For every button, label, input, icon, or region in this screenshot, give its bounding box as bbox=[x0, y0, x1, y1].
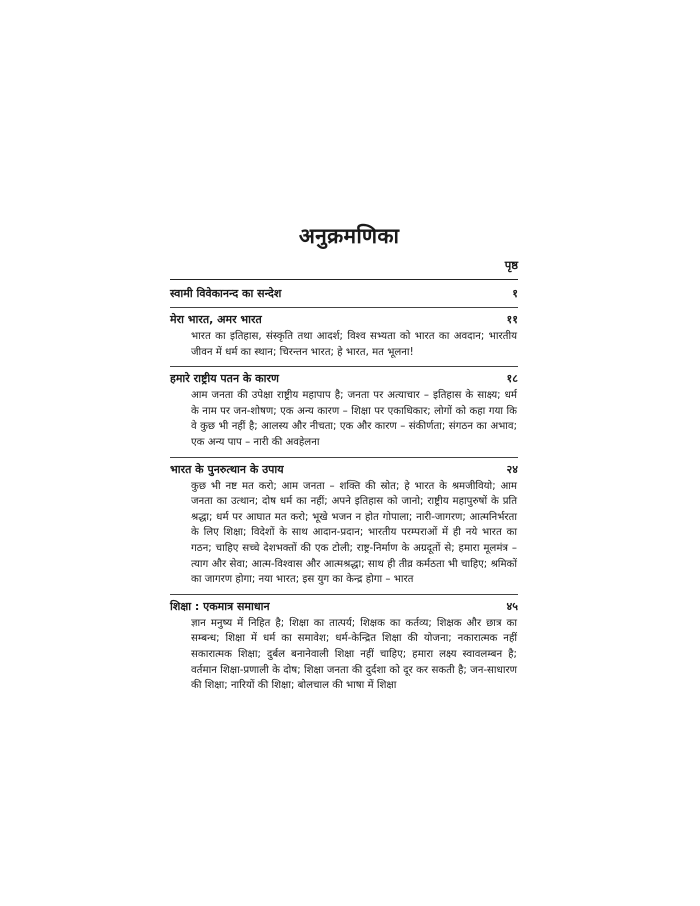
divider bbox=[170, 457, 518, 458]
toc-entry-head bbox=[170, 286, 518, 301]
toc-entry-head bbox=[170, 312, 518, 327]
toc-entry-page: २४ bbox=[506, 462, 518, 476]
toc-entry bbox=[170, 462, 518, 588]
toc-entry-page: ४५ bbox=[506, 599, 518, 613]
top-rule bbox=[170, 279, 518, 280]
toc-entry-description: भारत का इतिहास, संस्कृति तथा आदर्श; विश्व सभ्यता को भारत का अवदान; भारतीय जीवन में धर्म का स्थान; चिरन्तन भारत; हे भारत, मत भूलना! bbox=[191, 331, 517, 358]
toc-entry bbox=[170, 371, 518, 450]
toc-entry-page: १८ bbox=[506, 372, 518, 386]
toc-entry-description: ज्ञान मनुष्य में निहित है; शिक्षा का तात्पर्य; शिक्षक का कर्तव्य; शिक्षक और छात्र का सम्बन्ध; शिक्षा में धर्म का समावेश; धर्म-केन्द्रित शिक्षा की योजना; नकारात्मक नहीं सकारात्मक शिक्षा; दुर्बल बनानेवाली शिक्षा नहीं चाहिए; हमारा लक्ष्य स्वावलम्बन है; वर्तमान शिक्षा-प्रणाली के दोष; शिक्षा जनता की दुर्दशा को दूर कर सकती है; जन-साधारण की शिक्षा; नारियों की शिक्षा; बोलचाल की भाषा में शिक्षा bbox=[191, 617, 517, 692]
toc-entry-head bbox=[170, 371, 518, 386]
divider bbox=[170, 307, 518, 308]
toc-entry-page: १ bbox=[512, 287, 518, 300]
toc-entry-title: स्वामी विवेकानन्द का सन्देश bbox=[170, 287, 282, 300]
toc-entry-page: ११ bbox=[506, 313, 518, 326]
table-of-contents bbox=[170, 222, 518, 694]
toc-entry bbox=[170, 599, 518, 694]
divider bbox=[170, 594, 518, 595]
toc-entry-title: भारत के पुनरुत्थान के उपाय bbox=[170, 462, 284, 476]
toc-entry-title: मेरा भारत, अमर भारत bbox=[170, 313, 262, 326]
toc-entry-description: कुछ भी नष्ट मत करो; आम जनता – शक्ति की स्रोत; हे भारत के श्रमजीवियो; आम जनता का उत्थान; दोष धर्म का नहीं; अपने इतिहास को जानो; राष्ट्रीय महापुरुषों के प्रति श्रद्धा; धर्म पर आघात मत करो; भूखे भजन न होत गोपाला; नारी-जागरण; आत्मनिर्भरता के लिए शिक्षा; विदेशों के साथ आदान-प्रदान; भारतीय परम्पराओं में ही नये भारत का गठन; चाहिए सच्चे देशभक्तों की एक टोली; राष्ट्र-निर्माण के अग्रदूतों से; हमारा मूलमंत्र – त्याग और सेवा; आत्म-विश्वास और आत्मश्रद्धा; साथ ही तीव्र कर्मठता भी चाहिए; श्रमिकों का जागरण होगा; नया भारत; इस युग का केन्द्र होगा – भारत bbox=[191, 480, 517, 586]
divider bbox=[170, 366, 518, 367]
toc-entry-title: शिक्षा : एकमात्र समाधान bbox=[170, 599, 270, 613]
page-title: अनुक्रमणिका bbox=[298, 224, 400, 248]
toc-entry bbox=[170, 312, 518, 360]
toc-entry bbox=[170, 286, 518, 301]
toc-entry-head bbox=[170, 599, 518, 614]
page-column-heading: पृष्ठ bbox=[504, 258, 518, 272]
toc-entry-head bbox=[170, 462, 518, 477]
toc-entry-title: हमारे राष्ट्रीय पतन के कारण bbox=[170, 372, 279, 386]
toc-entry-description: आम जनता की उपेक्षा राष्ट्रीय महापाप है; जनता पर अत्याचार – इतिहास के साक्ष्य; धर्म के नाम पर जन-शोषण; एक अन्य कारण – शिक्षा पर एकाधिकार; लोगों को कहा गया कि वे कुछ भी नहीं है; आलस्य और नीचता; एक और कारण – संकीर्णता; संगठन का अभाव; एक अन्य पाप – नारी की अवहेलना bbox=[191, 390, 517, 448]
